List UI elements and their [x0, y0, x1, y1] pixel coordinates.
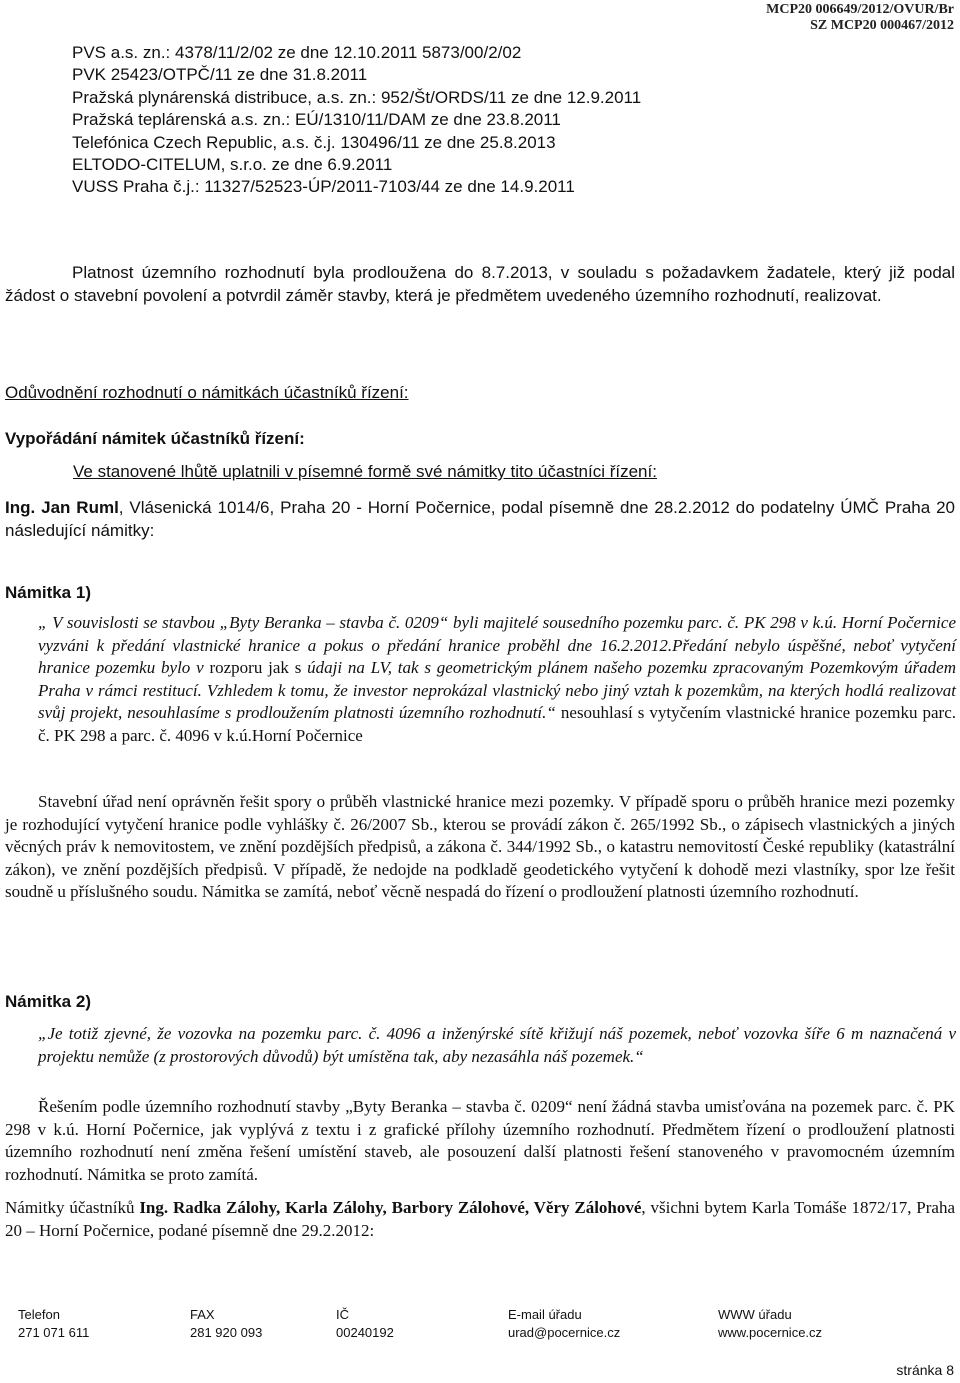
validity-notice: Platnost územního rozhodnutí byla prodloužena do 8.7.2013, v souladu s požadavkem žadatele, který již podal žádost o stavební povolení a potvrdil záměr stavby, která je předmětem uvedeného územního rozhodnutí, realizovat. [5, 263, 955, 305]
footer-phone [18, 1306, 190, 1342]
objection-1-response: Stavební úřad není oprávněn řešit spory o průběh vlastnické hranice mezi pozemky. V případě sporu o průběh hranice mezi pozemky je rozhodující vytyčení hranice podle vyhlášky č. 26/2007 Sb., kterou se provádí zákon č. 265/1992 Sb., o zápisech vlastnických a jiných věcných práv k nemovitostem, ve znění pozdějších předpisů, a zákona č. 344/1992 Sb., o katastru nemovitostí České republiky (katastrální zákon), ve znění pozdějších předpisů. V případě, že nedojde na podkladě geodetického vytyčení k dohodě mezi vlastníky, spor lze řešit soudně u příslušného soudu. Námitka se zamítá, neboť věcně nespadá do řízení o prodloužení platnosti územního rozhodnutí. [5, 792, 955, 902]
footer-email [508, 1306, 718, 1342]
footer-ic [336, 1306, 508, 1342]
settlement-heading: Vypořádání námitek účastníků řízení: [5, 429, 305, 448]
opinion-line: Pražská teplárenská a.s. zn.: EÚ/1310/11/DAM ze dne 23.8.2011 [72, 110, 561, 130]
page-number: stránka 8 [896, 1362, 954, 1378]
reference-line-1: MCP20 006649/2012/OVUR/Br [766, 2, 954, 17]
objection-1-quote-part-1: „ V souvislosti se stavbou „Byty Beranka – stavba č. 0209“ byli majitelé sousedního pozemku parc. č. PK 298 v k.ú. Horní Počernice vyzváni k předání vlastnické hranice a pokus o předání hranice proběhl dne 16.2.2012.Předání nebylo úspěšné, neboť vytyčení hranice pozemku bylo v [38, 613, 956, 678]
objection-1-quote-part-4: nesouhlasí s vytyčením vlastnické hranice pozemku parc. č. PK 298 a parc. č. 4096 v k.ú.Horní Počernice [38, 703, 957, 745]
objection-2-response: Řešením podle územního rozhodnutí stavby „Byty Beranka – stavba č. 0209“ není žádná stavba umisťována na pozemek parc. č. PK 298 v k.ú. Horní Počernice, jak vyplývá z textu i z grafické přílohy územního rozhodnutí. Předmětem řízení o prodloužení platnosti územního rozhodnutí není změna řešení umístění staveb, ale posouzení další platnosti řešení stanoveného v pravomocném územním rozhodnutí. Námitka se proto zamítá. [5, 1097, 955, 1184]
reference-line-2: SZ MCP20 000467/2012 [810, 18, 954, 33]
page-footer [18, 1306, 938, 1342]
opinion-line: PVS a.s. zn.: 4378/11/2/02 ze dne 12.10.2011 5873/00/2/02 [72, 43, 522, 62]
reasoning-heading: Odůvodnění rozhodnutí o námitkách účastníků řízení: [5, 383, 409, 402]
opinions-list [72, 42, 932, 199]
footer-web [718, 1306, 918, 1342]
objection-1-quote-part-2: rozporu jak s [209, 658, 308, 678]
objection-1-quote-part-3: údaji na LV, tak s geometrickým plánem našeho pozemku zpracovaným Pozemkovým úřadem Praha v rámci restitucí. Vzhledem k tomu, že investor neprokázal vlastnický nebo jiný vztah k pozemkům, na kterých hodlá realizovat svůj projekt, nesouhlasíme s prodloužením platnosti územního rozhodnutí.“ [38, 658, 956, 723]
party-1-details: , Vlásenická 1014/6, Praha 20 - Horní Počernice, podal písemně dne 28.2.2012 do podatelny ÚMČ Praha 20 následující námitky: [5, 498, 955, 540]
objection-1-quote [38, 612, 956, 748]
party-2-names: Ing. Radka Zálohy, Karla Zálohy, Barbory Zálohové, Věry Zálohové [139, 1198, 642, 1217]
footer-web-value[interactable]: www.pocernice.cz [718, 1325, 823, 1340]
deadline-line: Ve stanovené lhůtě uplatnili v písemné formě své námitky tito účastníci řízení: [73, 462, 657, 481]
opinion-line: Pražská plynárenská distribuce, a.s. zn.: 952/Št/ORDS/11 ze dne 12.9.2011 [72, 87, 642, 107]
footer-phone-label: Telefon [18, 1307, 60, 1322]
footer-email-value[interactable]: urad@pocernice.cz [508, 1325, 621, 1340]
reference-number [766, 2, 954, 34]
objection-1-heading: Námitka 1) [5, 583, 91, 602]
party-2-prefix: Námitky účastníků [5, 1198, 140, 1217]
opinion-line: VUSS Praha č.j.: 11327/52523-ÚP/2011-7103/44 ze dne 14.9.2011 [72, 177, 575, 197]
footer-web-label: WWW úřadu [718, 1307, 792, 1322]
footer-fax-label: FAX [190, 1307, 215, 1322]
party-1-name: Ing. Jan Ruml [5, 498, 119, 517]
objection-2-heading: Námitka 2) [5, 992, 91, 1011]
objection-2-quote: „Je totiž zjevné, že vozovka na pozemku parc. č. 4096 a inženýrské sítě křižují náš pozemek, neboť vozovka šíře 6 m naznačená v projektu nemůže (z prostorových důvodů) být umístěna tak, aby nezasáhla náš pozemek.“ [38, 1024, 956, 1066]
footer-email-label: E-mail úřadu [508, 1307, 582, 1322]
opinion-line: Telefónica Czech Republic, a.s. č.j. 130496/11 ze dne 25.8.2013 [72, 132, 556, 152]
party-2-details: , všichni bytem Karla Tomáše 1872/17, Praha 20 – Horní Počernice, podané písemně dne 29.2.2012: [5, 1198, 955, 1240]
footer-ic-value: 00240192 [336, 1325, 394, 1340]
footer-ic-label: IČ [336, 1307, 349, 1322]
party-1-paragraph [5, 497, 955, 542]
footer-phone-value: 271 071 611 [18, 1325, 90, 1340]
opinion-line: ELTODO-CITELUM, s.r.o. ze dne 6.9.2011 [72, 155, 393, 175]
footer-fax [190, 1306, 336, 1342]
footer-fax-value: 281 920 093 [190, 1325, 263, 1340]
party-2-paragraph [5, 1197, 955, 1242]
opinion-line: PVK 25423/OTPČ/11 ze dne 31.8.2011 [72, 65, 368, 85]
